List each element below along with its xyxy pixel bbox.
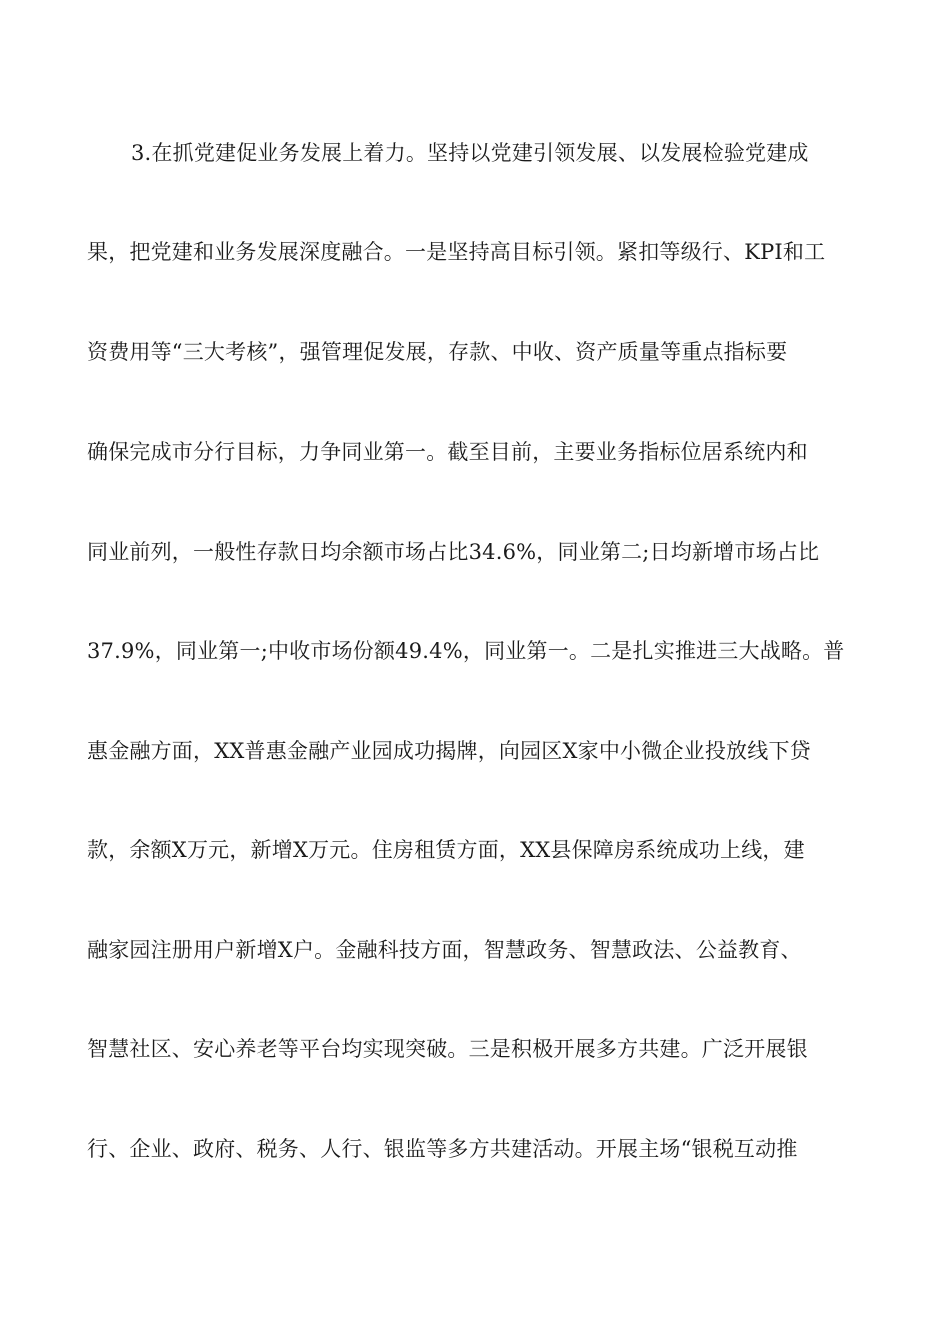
paragraph-line-10: 智慧社区、安心养老等平台均实现突破。三是积极开展多方共建。广泛开展银: [87, 1037, 808, 1061]
paragraph-line-5: 同业前列，一般性存款日均余额市场占比34.6%，同业第二;日均新增市场占比: [87, 540, 820, 564]
paragraph-line-7: 惠金融方面，XX普惠金融产业园成功揭牌，向园区X家中小微企业投放线下贷: [87, 739, 811, 763]
paragraph-line-11: 行、企业、政府、税务、人行、银监等多方共建活动。开展主场“银税互动推: [87, 1137, 798, 1161]
paragraph-line-8: 款，余额X万元，新增X万元。住房租赁方面，XX县保障房系统成功上线，建: [87, 838, 805, 862]
paragraph-line-9: 融家园注册用户新增X户。金融科技方面，智慧政务、智慧政法、公益教育、: [87, 938, 802, 962]
paragraph-line-2: 果，把党建和业务发展深度融合。一是坚持高目标引领。紧扣等级行、KPI和工: [87, 240, 826, 264]
paragraph-line-4: 确保完成市分行目标，力争同业第一。截至目前，主要业务指标位居系统内和: [87, 440, 808, 464]
paragraph-line-6: 37.9%，同业第一;中收市场份额49.4%，同业第一。二是扎实推进三大战略。普: [87, 639, 845, 663]
paragraph-line-1: 3.在抓党建促业务发展上着力。坚持以党建引领发展、以发展检验党建成: [131, 141, 809, 165]
paragraph-line-3: 资费用等“三大考核”，强管理促发展，存款、中收、资产质量等重点指标要: [87, 340, 788, 364]
